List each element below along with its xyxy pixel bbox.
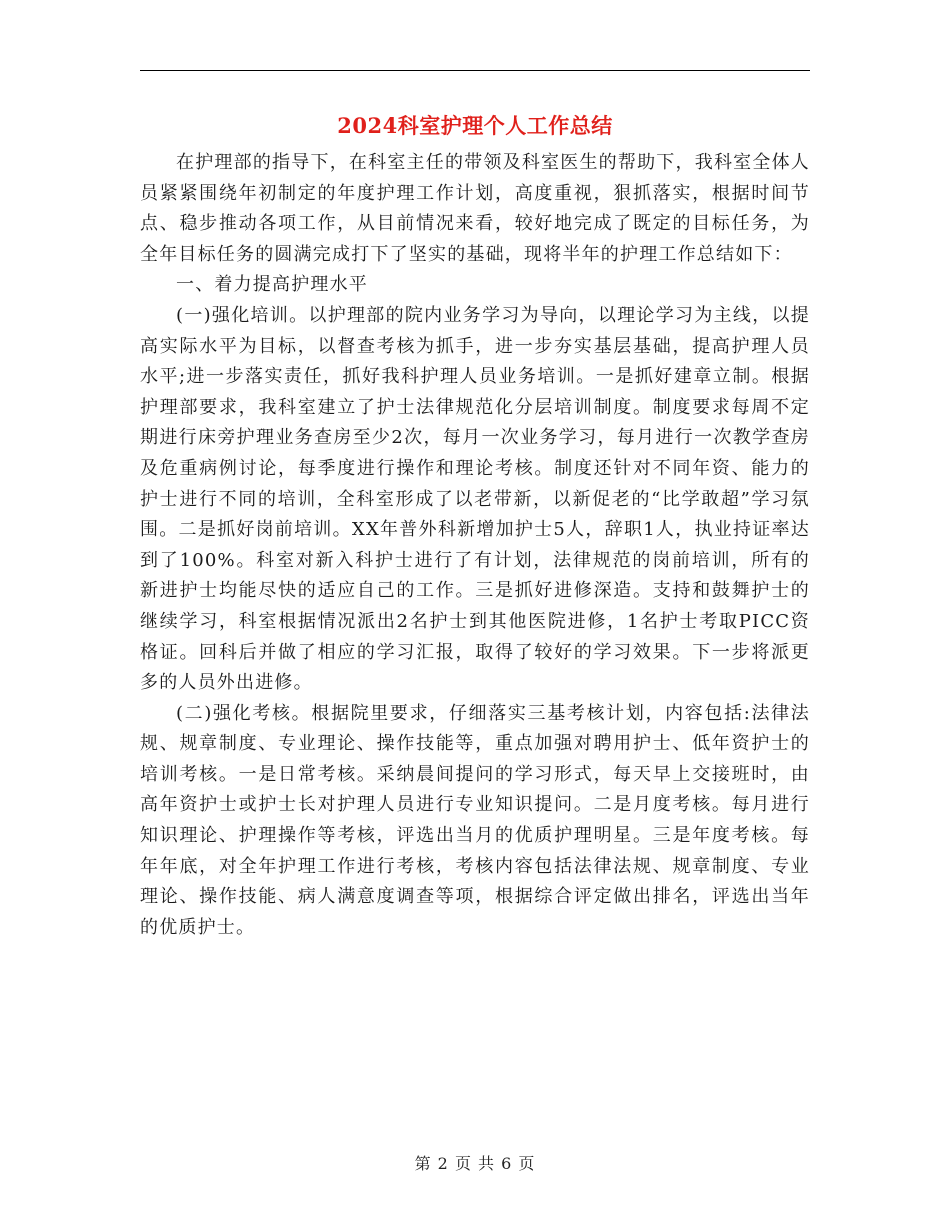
section-heading: 一、着力提高护理水平 — [176, 274, 368, 296]
intro-paragraph: 在护理部的指导下，在科室主任的带领及科室医生的帮助下，我科室全体人员紧紧围绕年初制定的年度护理工作计划，高度重视，狠抓落实，根据时间节点、稳步推动各项工作，从目前情况来看，较好地完成了既定的目标任务，为全年目标任务的圆满完成打下了坚实的基础，现将半年的护理工作总结如下： — [140, 152, 810, 265]
assessment-paragraph: (二)强化考核。根据院里要求，仔细落实三基考核计划，内容包括:法律法规、规章制度、专业理论、操作技能等，重点加强对聘用护士、低年资护士的培训考核。一是日常考核。采纳晨间提问的学习形式，每天早上交接班时，由高年资护士或护士长对护理人员进行专业知识提问。二是月度考核。每月进行知识理论、护理操作等考核，评选出当月的优质护理明星。三是年度考核。每年年底，对全年护理工作进行考核，考核内容包括法律法规、规章制度、专业理论、操作技能、病人满意度调查等项，根据综合评定做出排名，评选出当年的优质护士。 — [140, 702, 810, 938]
document-body — [140, 148, 810, 943]
training-paragraph: (一)强化培训。以护理部的院内业务学习为导向，以理论学习为主线，以提高实际水平为目标，以督查考核为抓手，进一步夯实基层基础，提高护理人员水平;进一步落实责任，抓好我科护理人员业务培训。一是抓好建章立制。根据护理部要求，我科室建立了护士法律规范化分层培训制度。制度要求每周不定期进行床旁护理业务查房至少2次，每月一次业务学习，每月进行一次教学查房及危重病例讨论，每季度进行操作和理论考核。制度还针对不同年资、能力的护士进行不同的培训，全科室形成了以老带新，以新促老的“比学敢超”学习氛围。二是抓好岗前培训。XX年普外科新增加护士5人，辞职1人，执业持证率达到了100%。科室对新入科护士进行了有计划，法律规范的岗前培训，所有的新进护士均能尽快的适应自己的工作。三是抓好进修深造。支持和鼓舞护士的继续学习，科室根据情况派出2名护士到其他医院进修，1名护士考取PICC资格证。回科后并做了相应的学习汇报，取得了较好的学习效果。下一步将派更多的人员外出进修。 — [140, 304, 810, 694]
document-title: 2024科室护理个人工作总结 — [337, 113, 613, 138]
page-number-footer: 第 2 页 共 6 页 — [414, 1154, 536, 1173]
header-rule — [140, 70, 810, 71]
